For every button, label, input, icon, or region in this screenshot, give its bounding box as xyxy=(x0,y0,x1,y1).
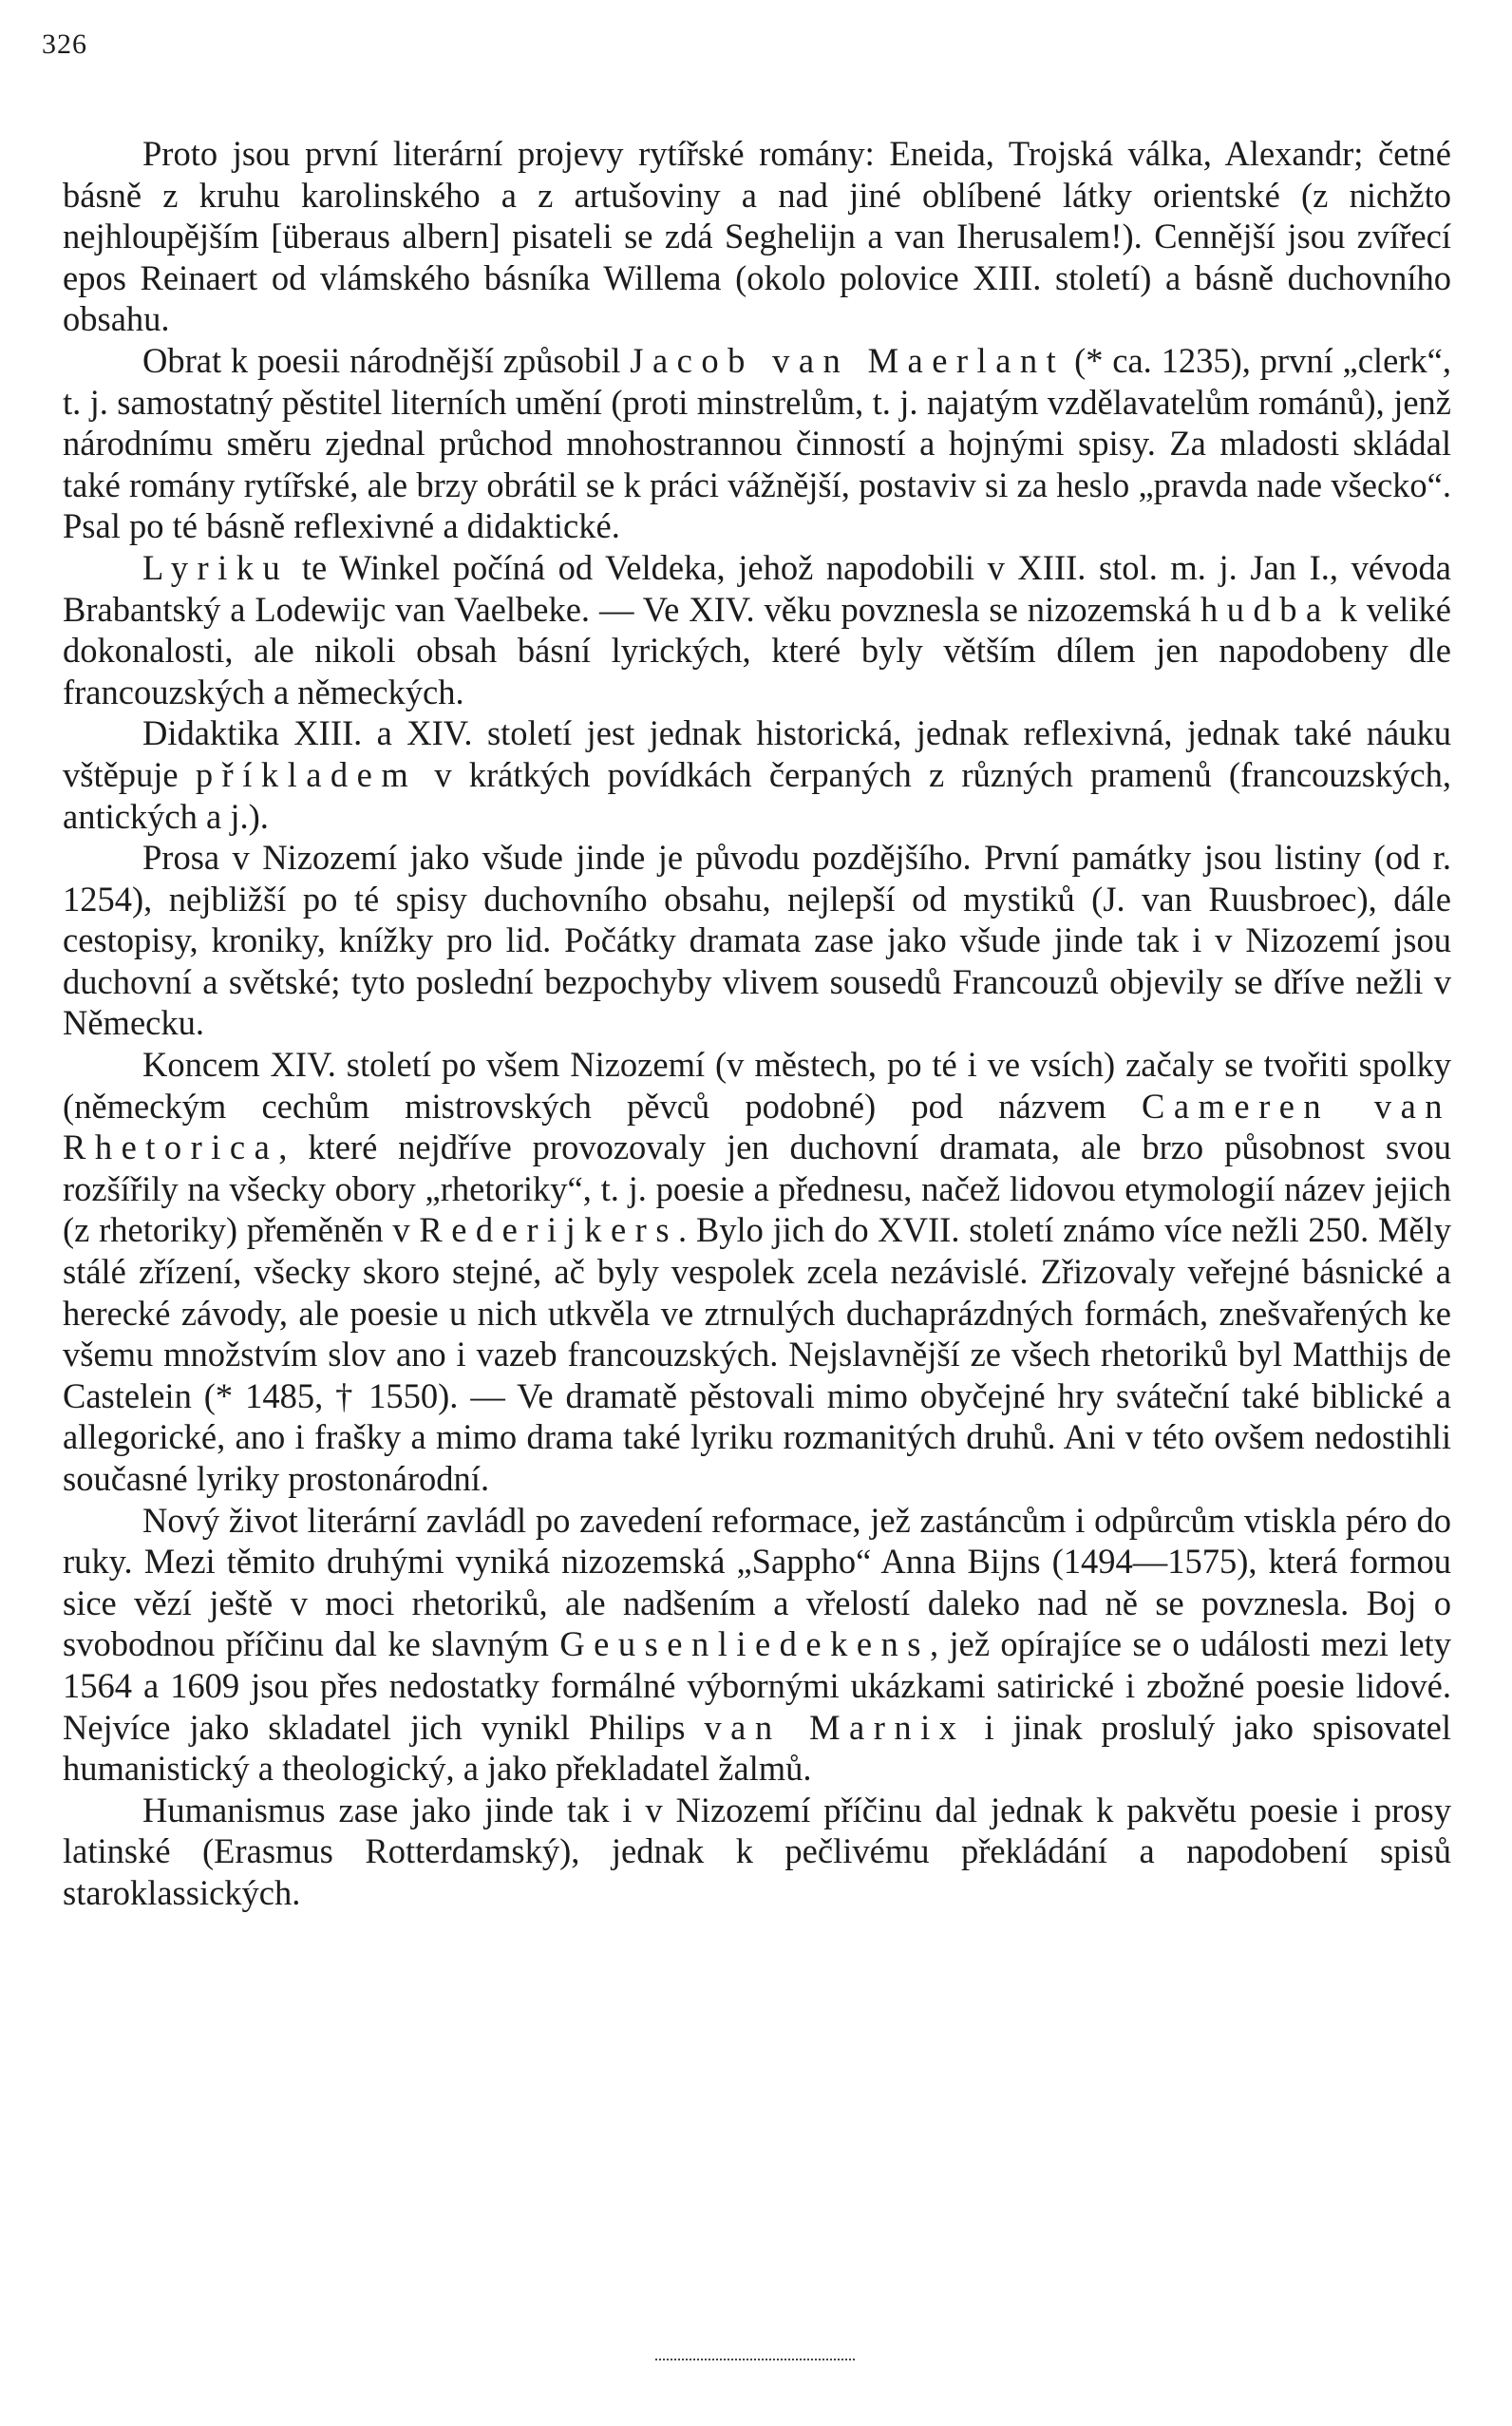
emphasized-text: příkladem xyxy=(195,754,418,794)
emphasized-text: Jacob van Maerlant xyxy=(630,340,1066,380)
text-run: (* ca. 1235), první „clerk“, t. j. samostatný pěstitel literních umění (proti minstrelům, t. j. najatým vzdělavatelům románů), jenž národnímu směru zjednal průchod mnohostrannou činností a hojnými spisy. Za mladosti skládal také romány rytířské, ale brzy obrátil se k práci vážnější, postaviv si za heslo „pravda nade všecko“. Psal po té básně reflexivné a didaktické. xyxy=(63,340,1451,546)
text-run: Didaktika XIII. a XIV. století jest jednak historická, jednak reflexivná, jednak také náuku vštěpuje xyxy=(63,713,1451,794)
paragraph xyxy=(63,133,1451,340)
text-run: Koncem XIV. století po všem Nizozemí (v městech, po té i ve vsích) začaly se tvořiti spolky (německým cechům mistrovských pěvců podobné) pod názvem xyxy=(63,1045,1451,1126)
text-run: Humanismus zase jako jinde tak i v Nizozemí příčinu dal jednak k pakvětu poesie i prosy latinské (Erasmus Rotterdamský), jednak k pečlivému překládání a napodobení spisů staroklassických. xyxy=(63,1790,1451,1912)
paragraph xyxy=(63,1790,1451,1914)
emphasized-text: Cameren van Rhetorica xyxy=(63,1086,1451,1167)
text-run: te Winkel počíná od Veldeka, jehož napodobili v XIII. stol. m. j. Jan I., vévoda Brabantský a Lodewijc van Vaelbeke. — Ve XIV. věku povznesla se nizozemská xyxy=(63,547,1451,629)
emphasized-text: hudba xyxy=(1200,589,1331,629)
page-number: 326 xyxy=(42,28,87,60)
text-run: Prosa v Nizozemí jako všude jinde je původu pozdějšího. První památky jsou listiny (od r. 1254), nejbližší po té spisy duchovního obsahu, nejlepší od mystiků (J. van Ruusbroec), dále cestopisy, kroniky, knížky pro lid. Počátky dramata zase jako všude jinde tak i v Nizozemí jsou duchovní a světské; tyto poslední bezpochyby vlivem sousedů Francouzů objevily se dříve nežli v Německu. xyxy=(63,838,1451,1043)
text-run: k veliké dokonalosti, ale nikoli obsah básní lyrických, které byly větším dílem jen napodobeny dle francouzských a německých. xyxy=(63,589,1451,711)
paragraph xyxy=(63,1044,1451,1500)
text-run: , jež opírajíce se o události mezi lety 1564 a 1609 jsou přes nedostatky formálné výbornými ukázkami satirické i zbožné poesie lidové. Nejvíce jako skladatel jich vynikl Philips xyxy=(63,1624,1451,1747)
paragraph xyxy=(63,1500,1451,1790)
paragraph xyxy=(63,712,1451,837)
text-run: i jinak proslulý jako spisovatel humanistický a theologický, a jako překladatel žalmů. xyxy=(63,1707,1451,1789)
text-run: , které nejdříve provozovaly jen duchovní dramata, ale brzo působnost svou rozšířily na všecky obory „rhetoriky“, t. j. poesie a přednesu, načež lidovou etymologií název jejich (z rhetoriky) přeměněn v xyxy=(63,1128,1451,1250)
end-rule xyxy=(655,2359,855,2360)
text-run: v krátkých povídkách čerpaných z různých pramenů (francouzských, antických a j.). xyxy=(63,754,1452,836)
paragraph xyxy=(63,340,1451,547)
text-run: Nový život literární zavládl po zavedení reformace, jež zastáncům i odpůrcům vtiskla péro do ruky. Mezi těmito druhými vyniká nizozemská „Sappho“ Anna Bijns (1494—1575), která formou sice vězí ještě v moci rhetoriků, ale nadšením a vřelostí daleko nad ně se povznesla. Boj o svobodnou příčinu dal ke slavným xyxy=(63,1500,1451,1664)
body-text xyxy=(63,133,1451,1914)
text-run: Obrat k poesii národnější způsobil xyxy=(142,340,631,380)
paragraph xyxy=(63,547,1451,712)
paragraph xyxy=(63,837,1451,1044)
emphasized-text: van Marnix xyxy=(704,1707,966,1747)
text-run: Proto jsou první literární projevy rytířské romány: Eneida, Trojská válka, Alexandr; četné básně z kruhu karolinského a z artušoviny a nad jiné oblíbené látky orientské (z nichžto nejhloupějším [überaus albern] pisateli se zdá Seghelijn a van Iherusalem!). Cennější jsou zvířecí epos Reinaert od vlámského básníka Willema (okolo polovice XIII. století) a básně duchovního obsahu. xyxy=(63,134,1451,339)
emphasized-text: Geusenliedekens xyxy=(559,1624,930,1664)
emphasized-text: Lyriku xyxy=(142,547,290,587)
text-run: . Bylo jich do XVII. století známo více nežli 250. Měly stálé zřízení, všecky skoro stejné, ač byly vespolek zcela nezávislé. Zřizovaly veřejné básnické a herecké závody, ale poesie u nich utkvěla ve ztrnulých duchaprázdných formách, znešvařených ke všemu množstvím slov ano i vazeb francouzských. Nejslavnější ze všech rhetoriků byl Matthijs de Castelein (* 1485, † 1550). — Ve dramatě pěstovali mimo obyčejné hry sváteční také biblické a allegorické, ano i frašky a mimo drama také lyriku rozmanitých druhů. Ani v této ovšem nedostihli současné lyriky prostonárodní. xyxy=(63,1210,1452,1498)
emphasized-text: Rederijkers xyxy=(419,1210,679,1250)
